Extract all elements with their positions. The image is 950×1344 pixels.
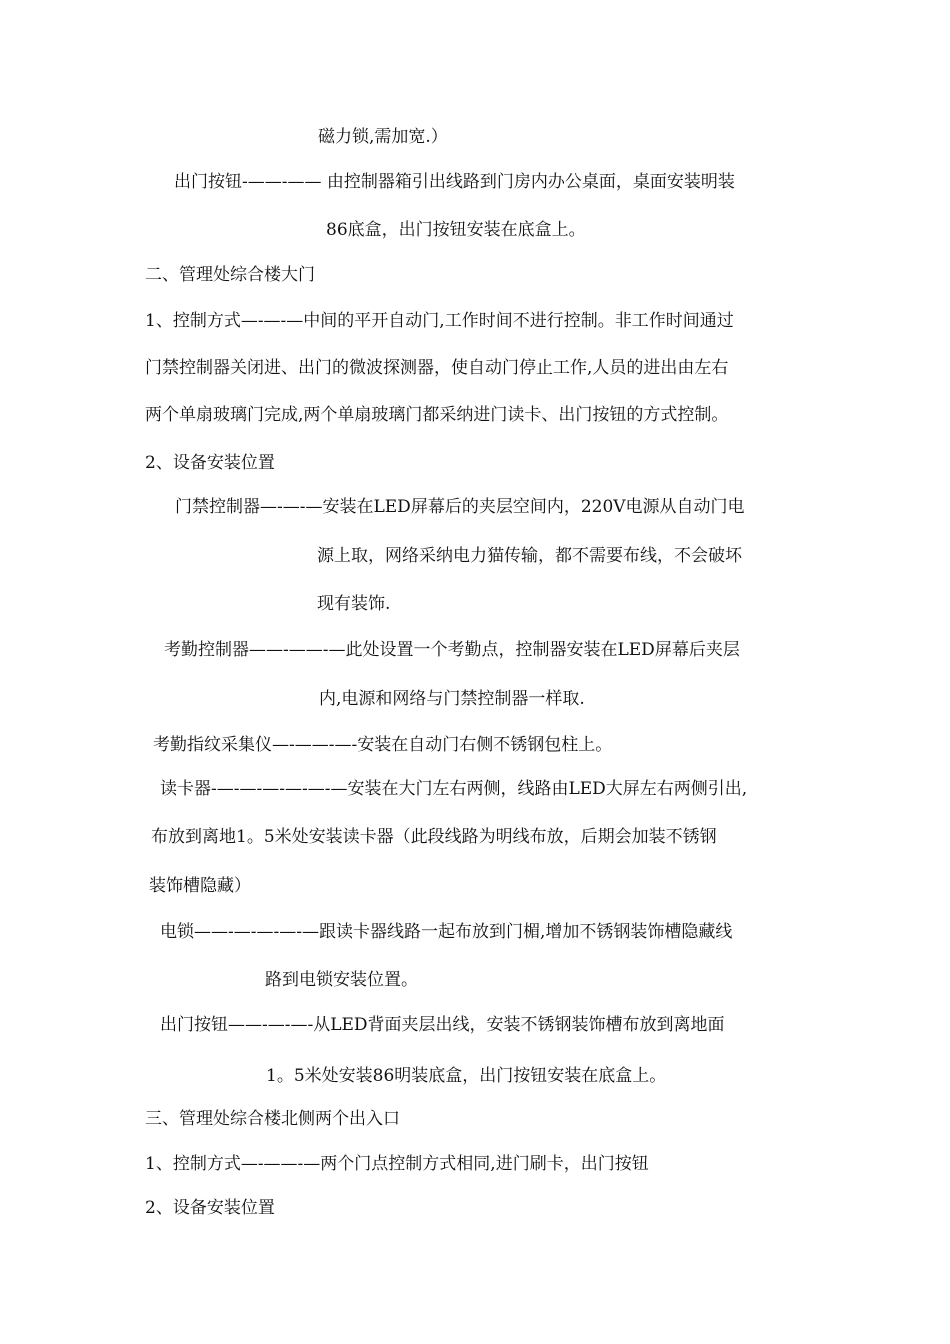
text-line: 源上取，网络采纳电力猫传输，都不需要布线，不会破坏 <box>317 546 742 566</box>
text-line: 86底盒，出门按钮安装在底盒上。 <box>326 220 586 240</box>
subsection-heading: 2、设备安装位置 <box>145 1198 275 1218</box>
text-line: 路到电锁安装位置。 <box>265 970 418 990</box>
text-line: 门禁控制器关闭进、出门的微波探测器，使自动门停止工作,人员的进出由左右 <box>145 358 729 378</box>
text-line: 考勤控制器——-——-—此处设置一个考勤点，控制器安装在LED屏幕后夹层 <box>164 640 740 660</box>
text-line: 1、控制方式—-——-—两个门点控制方式相同,进门刷卡，出门按钮 <box>145 1154 649 1174</box>
text-line: 现有装饰. <box>317 594 391 614</box>
text-line: 电锁——-—-—-—-—跟读卡器线路一起布放到门楣,增加不锈钢装饰槽隐藏线 <box>160 922 733 942</box>
text-line: 布放到离地1。5米处安装读卡器（此段线路为明线布放，后期会加装不锈钢 <box>151 827 717 847</box>
text-line: 磁力锁,需加宽.） <box>318 127 448 147</box>
text-line: 出门按钮-——-—— 由控制器箱引出线路到门房内办公桌面，桌面安装明装 <box>174 172 735 192</box>
subsection-heading: 2、设备安装位置 <box>145 453 275 473</box>
text-line: 出门按钮——-—-—-从LED背面夹层出线，安装不锈钢装饰槽布放到离地面 <box>160 1015 725 1035</box>
text-line: 1。5米处安装86明装底盒，出门按钮安装在底盒上。 <box>266 1066 667 1086</box>
text-line: 内,电源和网络与门禁控制器一样取. <box>319 689 585 709</box>
text-line: 装饰槽隐藏） <box>149 876 251 896</box>
section-heading: 三、管理处综合楼北侧两个出入口 <box>145 1109 400 1129</box>
text-line: 1、控制方式—-—-—中间的平开自动门,工作时间不进行控制。非工作时间通过 <box>145 311 734 331</box>
text-line: 两个单扇玻璃门完成,两个单扇玻璃门都采纳进门读卡、出门按钮的方式控制。 <box>145 405 729 425</box>
text-line: 考勤指纹采集仪—-——-—-安装在自动门右侧不锈钢包柱上。 <box>153 735 613 755</box>
section-heading: 二、管理处综合楼大门 <box>145 265 315 285</box>
text-line: 门禁控制器—-—-—安装在LED屏幕后的夹层空间内，220V电源从自动门电 <box>175 497 745 517</box>
text-line: 读卡器-—-—-—-—-—-—安装在大门左右两侧，线路由LED大屏左右两侧引出, <box>160 779 748 799</box>
